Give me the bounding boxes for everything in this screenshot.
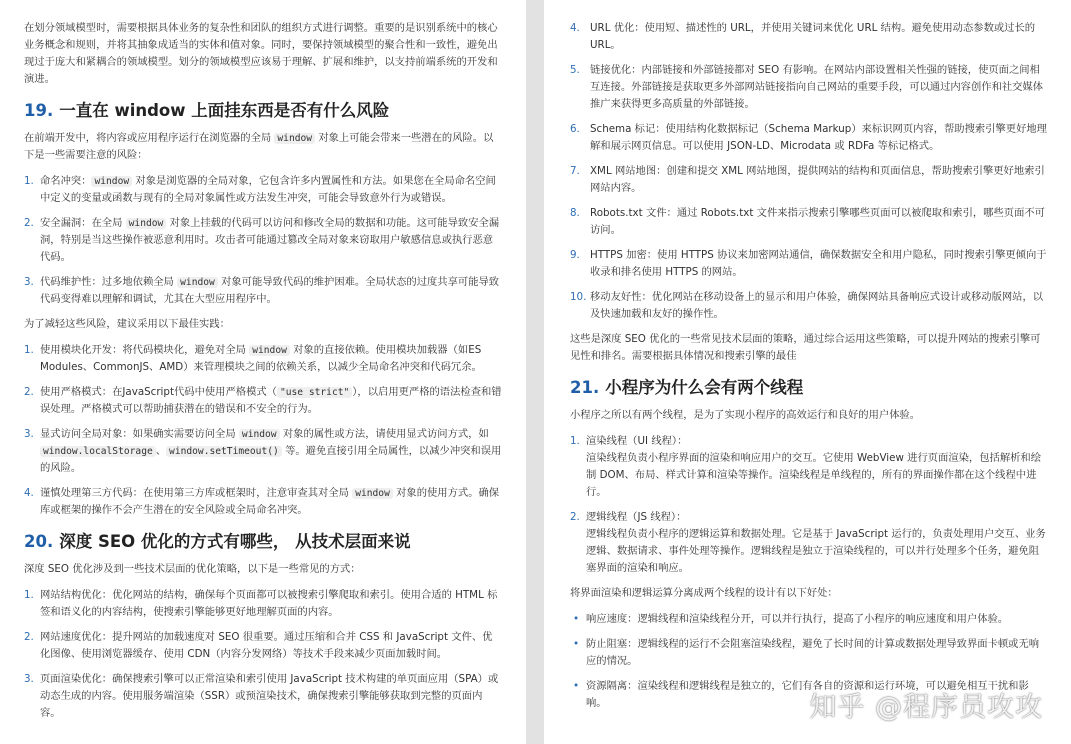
text: 网站速度优化：提升网站的加载速度对 SEO 很重要。通过压缩和合并 CSS 和 JavaScript 文件、优化图像、使用浏览器缓存、使用 CDN（内容分发网络）等技术手段来减少页面加载时间。: [40, 631, 493, 660]
list-item: [24, 485, 502, 519]
text: 防止阻塞：逻辑线程的运行不会阻塞渲染线程，避免了长时间的计算或数据处理导致界面卡顿或无响应的情况。: [586, 638, 1040, 667]
list-item: [570, 509, 1047, 577]
text: 等。避免直接引用全局属性，以减少冲突和误用的风险。: [40, 445, 502, 474]
list-marker: 3.: [24, 673, 34, 685]
inline-code: window: [91, 176, 132, 187]
thread-text: 渲染线程负责小程序界面的渲染和响应用户的交互。它使用 WebView 进行页面渲染，包括解析和绘制 DOM、布局、样式计算和渲染等操作。渲染线程是单线程的，所有的界面操作都在这个线程中进行。: [586, 452, 1042, 498]
text: 对象上挂载的代码可以访问和修改全局的数据和功能。这可能导致安全漏洞，特别是当这些操作被恶意利用时。攻击者可能通过篡改全局对象来窃取用户敏感信息或执行恶意代码。: [40, 217, 500, 263]
list-item: [570, 163, 1047, 197]
benefits-intro: 将界面渲染和逻辑运算分离成两个线程的设计有以下好处：: [570, 587, 838, 599]
section-number: 19.: [24, 101, 54, 120]
text: 资源隔离：渲染线程和逻辑线程是独立的，它们有各自的资源和运行环境，可以避免相互干扰和影响。: [586, 680, 1029, 709]
list-item: [24, 173, 502, 207]
list-marker: 1.: [24, 344, 34, 356]
inline-code: window: [177, 277, 218, 288]
text: 在前端开发中，将内容或应用程序运行在浏览器的全局: [24, 132, 275, 144]
list-marker: 1.: [24, 175, 34, 187]
mitigation-intro: 为了减轻这些风险，建议采用以下最佳实践：: [24, 318, 230, 330]
list-marker: 7.: [570, 165, 580, 177]
list-item: [570, 205, 1047, 239]
list-marker: 1.: [570, 435, 580, 447]
text: 、: [155, 445, 167, 457]
list-marker: 2.: [24, 631, 34, 643]
list-item: [570, 121, 1047, 155]
seo-list: [24, 587, 502, 722]
page-gutter: [526, 0, 544, 744]
inline-code: window: [126, 218, 167, 229]
text: 对象是浏览器的全局对象，它包含许多内置属性和方法。如果您在全局命名空间中定义的变量或函数与现有的全局对象属性或方法发生冲突，可能会导致意外行为或错误。: [40, 175, 496, 204]
list-marker: 9.: [570, 249, 580, 261]
bullet-marker: •: [573, 638, 580, 650]
list-item: [570, 433, 1047, 501]
list-marker: 10.: [570, 291, 587, 303]
list-item: [24, 215, 502, 266]
list-item: [570, 611, 1047, 628]
text: 使用模块化开发：将代码模块化，避免对全局: [40, 344, 250, 356]
thread-text: 逻辑线程负责小程序的逻辑运算和数据处理。它是基于 JavaScript 运行的，负责处理用户交互、业务逻辑、数据请求、事件处理等操作。逻辑线程是独立于渲染线程的，可以并行处理多个任务，避免阻塞界面的渲染和响应。: [586, 528, 1046, 574]
thread-list: [570, 433, 1047, 577]
text: 命名冲突：: [40, 175, 92, 187]
inline-code: "use strict": [277, 387, 352, 398]
text: 对象的使用方式。确保库或框架的操作不会产生潜在的安全风险或全局命名冲突。: [40, 487, 500, 516]
thread-title: 渲染线程（UI 线程）：: [586, 435, 688, 447]
list-marker: 3.: [24, 276, 34, 288]
list-item: [24, 384, 502, 418]
text: 代码维护性：过多地依赖全局: [40, 276, 178, 288]
seo-list-continued: [570, 20, 1047, 323]
list-marker: 3.: [24, 428, 34, 440]
inline-code: window.setTimeout(): [166, 446, 282, 457]
text: Robots.txt 文件：通过 Robots.txt 文件来指示搜索引擎哪些页面可以被爬取和索引，哪些页面不可访问。: [590, 207, 1045, 236]
list-item: [570, 20, 1047, 54]
list-item: [24, 629, 502, 663]
list-marker: 5.: [570, 64, 580, 76]
section-title: 小程序为什么会有两个线程: [605, 378, 804, 397]
list-item: [24, 587, 502, 621]
list-marker: 4.: [570, 22, 580, 34]
list-item: [24, 342, 502, 376]
text: XML 网站地图：创建和提交 XML 网站地图，提供网站的结构和页面信息，帮助搜索引擎更好地索引网站内容。: [590, 165, 1045, 194]
inline-code: window.localStorage: [40, 446, 156, 457]
list-marker: 2.: [570, 511, 580, 523]
text: 对象的直接依赖。使用模块加载器（如ES Modules、CommonJS、AMD）来管理模块之间的依赖关系，以减少全局命名冲突和代码冗余。: [40, 344, 482, 373]
list-marker: 4.: [24, 487, 34, 499]
inline-code: window: [249, 345, 290, 356]
text: 网站结构优化：优化网站的结构，确保每个页面都可以被搜索引擎爬取和索引。使用合适的 HTML 标签和语义化的内容结构，使搜索引擎能够更好地理解页面的内容。: [40, 589, 498, 618]
practice-list: [24, 342, 502, 519]
inline-code: window: [274, 133, 315, 144]
section-20-heading: [24, 531, 502, 553]
bullet-marker: •: [573, 613, 580, 625]
intro-paragraph: 在划分领域模型时，需要根据具体业务的复杂性和团队的组织方式进行调整。重要的是识别系统中的核心业务概念和规则，并将其抽象成适当的实体和值对象。同时，要保持领域模型的聚合性和一致性，避免出现过于庞大和紧耦合的领域模型。划分的领域模型应该易于理解、扩展和维护，以支持前端系统的开发和演进。: [24, 22, 498, 85]
text: HTTPS 加密：使用 HTTPS 协议来加密网站通信，确保数据安全和用户隐私，同时搜索引擎更倾向于收录和排名使用 HTTPS 的网站。: [590, 249, 1047, 278]
section-number: 21.: [570, 378, 600, 397]
section-number: 20.: [24, 532, 54, 551]
section-21-intro: 小程序之所以有两个线程，是为了实现小程序的高效运行和良好的用户体验。: [570, 409, 921, 421]
list-item: [24, 671, 502, 722]
list-marker: 2.: [24, 386, 34, 398]
list-marker: 8.: [570, 207, 580, 219]
section-19-intro: [24, 130, 502, 164]
text: Schema 标记：使用结构化数据标记（Schema Markup）来标识网页内容，帮助搜索引擎更好地理解和展示网页信息。可以使用 JSON-LD、Microdata 或 RDFa 等标记格式。: [590, 123, 1047, 152]
section-20-intro: 深度 SEO 优化涉及到一些技术层面的优化策略，以下是一些常见的方式：: [24, 563, 361, 575]
text: 对象可能导致代码的维护困难。全局状态的过度共享可能导致代码变得难以理解和调试，尤其在大型应用程序中。: [40, 276, 500, 305]
list-item: [570, 62, 1047, 113]
bullet-marker: •: [573, 680, 580, 692]
text: 显式访问全局对象：如果确实需要访问全局: [40, 428, 239, 440]
text: 谨慎处理第三方代码：在使用第三方库或框架时，注意审查其对全局: [40, 487, 353, 499]
list-item: [24, 274, 502, 308]
text: 链接优化：内部链接和外部链接都对 SEO 有影响。在网站内部设置相关性强的链接，使页面之间相互连接。外部链接是获取更多外部网站链接指向自己网站的重要手段，可以通过内容创作和社交媒体推广来获得更多高质量的外部链接。: [590, 64, 1044, 110]
section-21-heading: [570, 377, 1047, 399]
text: 移动友好性：优化网站在移动设备上的显示和用户体验，确保网站具备响应式设计或移动版网站，以及快速加载和友好的操作性。: [590, 291, 1044, 320]
text: ），以启用更严格的语法检查和错误处理。严格模式可以帮助捕获潜在的错误和不安全的行为。: [40, 386, 502, 415]
text: 响应速度：逻辑线程和渲染线程分开，可以并行执行，提高了小程序的响应速度和用户体验。: [586, 613, 1009, 625]
list-marker: 6.: [570, 123, 580, 135]
text: 安全漏洞：在全局: [40, 217, 126, 229]
inline-code: window: [352, 488, 393, 499]
inline-code: window: [239, 429, 280, 440]
section-title: 深度 SEO 优化的方式有哪些， 从技术层面来说: [59, 532, 411, 551]
list-item: [570, 289, 1047, 323]
text: 对象的属性或方法，请使用显式访问方式，如: [279, 428, 489, 440]
thread-title: 逻辑线程（JS 线程）：: [586, 511, 687, 523]
section-19-heading: [24, 100, 502, 122]
list-marker: 2.: [24, 217, 34, 229]
text: URL 优化：使用短、描述性的 URL，并使用关键词来优化 URL 结构。避免使用动态参数或过长的 URL。: [590, 22, 1036, 51]
right-page: [544, 0, 1071, 744]
section-title: 一直在 window 上面挂东西是否有什么风险: [59, 101, 390, 120]
text: 页面渲染优化：确保搜索引擎可以正常渲染和索引使用 JavaScript 技术构建的单页面应用（SPA）或动态生成的内容。使用服务端渲染（SSR）或预渲染技术，确保搜索引擎能够获取到完整的页面内容。: [40, 673, 499, 719]
list-item: [24, 426, 502, 477]
list-item: [570, 636, 1047, 670]
seo-summary: 这些是深度 SEO 优化的一些常见技术层面的策略，通过综合运用这些策略，可以提升网站的搜索引擎可见性和排名。需要根据具体情况和搜索引擎的最佳: [570, 333, 1041, 362]
list-marker: 1.: [24, 589, 34, 601]
risk-list: [24, 173, 502, 308]
text: 对象上可能会带来一些潜在的风险。以下是一些需要注意的风险：: [24, 132, 494, 161]
list-item: [570, 247, 1047, 281]
text: 使用严格模式：在JavaScript代码中使用严格模式（: [40, 386, 277, 398]
left-page: [0, 0, 526, 744]
zhihu-watermark: 知乎 @程序员攻攻: [809, 692, 1043, 723]
